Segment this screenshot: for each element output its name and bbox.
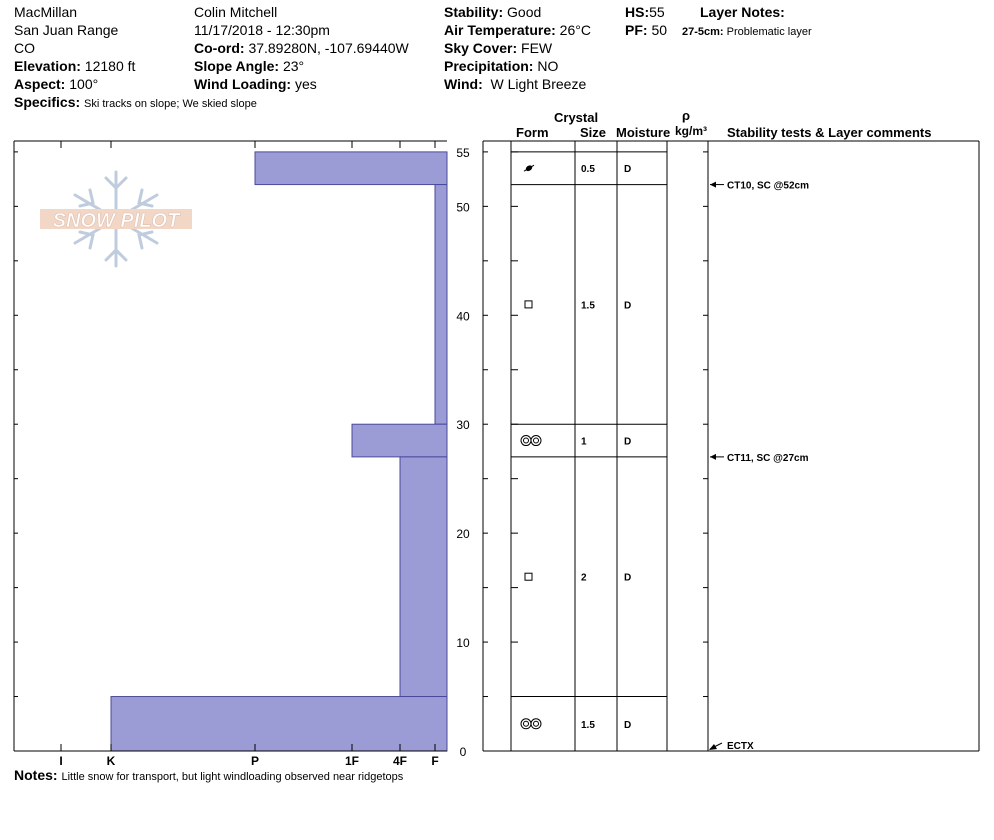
rounded-icon-inner bbox=[524, 438, 529, 443]
air-temp-label: Air Temperature: bbox=[444, 22, 556, 38]
pf-value: 50 bbox=[651, 22, 668, 38]
location: MacMillan bbox=[14, 4, 78, 20]
specifics-value: Ski tracks on slope; We skied slope bbox=[84, 98, 257, 110]
height-tick-label: 40 bbox=[456, 309, 470, 324]
layer-moisture: D bbox=[624, 572, 632, 584]
sky-label: Sky Cover: bbox=[444, 40, 518, 56]
height-tick-label: 30 bbox=[456, 418, 470, 433]
stability-test bbox=[710, 453, 809, 464]
stability-test-label: CT10, SC @52cm bbox=[727, 180, 810, 192]
snowpilot-logo bbox=[40, 172, 192, 266]
stability-header: Stability tests & Layer comments bbox=[727, 125, 932, 140]
layer-note-text: Problematic layer bbox=[726, 26, 812, 38]
pf-label: PF: bbox=[625, 22, 648, 38]
logo-text: SNOW PILOT bbox=[52, 210, 180, 232]
aspect-label: Aspect: bbox=[14, 76, 66, 92]
specifics-label: Specifics: bbox=[14, 94, 81, 110]
wind-label: Wind: bbox=[444, 76, 483, 92]
rounded-icon-inner bbox=[534, 721, 539, 726]
notes-label: Notes: bbox=[14, 767, 58, 783]
datetime: 11/17/2018 - 12:30pm bbox=[194, 22, 330, 38]
layer-size: 1.5 bbox=[581, 300, 595, 312]
elevation-label: Elevation: bbox=[14, 58, 81, 74]
stability-value: Good bbox=[507, 4, 542, 20]
coord-value: 37.89280N, -107.69440W bbox=[248, 40, 409, 56]
layer-size: 1.5 bbox=[581, 719, 595, 731]
precip-value: NO bbox=[537, 58, 559, 74]
layer-moisture: D bbox=[624, 300, 632, 312]
hardness-bar bbox=[352, 424, 447, 457]
rounded-icon-outer bbox=[521, 436, 531, 446]
form-header: Form bbox=[516, 125, 549, 140]
rounded-icon-inner bbox=[534, 438, 539, 443]
range: San Juan Range bbox=[14, 22, 119, 38]
hs-value: 55 bbox=[649, 4, 665, 20]
height-tick-label: 0 bbox=[459, 745, 467, 759]
sky-value: FEW bbox=[521, 40, 553, 56]
stability-test-label: CT11, SC @27cm bbox=[727, 452, 809, 464]
rounded-icon bbox=[521, 436, 541, 446]
size-header: Size bbox=[580, 125, 607, 140]
stability-test bbox=[709, 741, 754, 752]
hardness-tick-label: F bbox=[431, 754, 439, 768]
faceted-icon bbox=[525, 573, 532, 580]
wind-loading-value: yes bbox=[294, 76, 317, 92]
height-tick-label: 50 bbox=[456, 200, 470, 215]
coord-label: Co-ord: bbox=[194, 40, 245, 56]
layer-size: 2 bbox=[581, 572, 587, 584]
observer: Colin Mitchell bbox=[194, 4, 278, 20]
crystal-header: Crystal bbox=[554, 110, 599, 125]
layer-size: 0.5 bbox=[581, 164, 595, 176]
wind-loading-label: Wind Loading: bbox=[194, 76, 292, 92]
density-rho: ρ bbox=[682, 108, 691, 123]
wind-value: W Light Breeze bbox=[490, 76, 587, 92]
rounded-icon-outer bbox=[531, 436, 541, 446]
rounded-icon-outer bbox=[521, 719, 531, 729]
stability-test-arrow-head bbox=[710, 182, 716, 188]
layer-note-range: 27-5cm: bbox=[682, 26, 724, 38]
air-temp-value: 26°C bbox=[559, 22, 591, 38]
hardness-bar bbox=[400, 457, 447, 697]
precip-label: Precipitation: bbox=[444, 58, 534, 74]
rounded-icon-inner bbox=[524, 721, 529, 726]
stability-label: Stability: bbox=[444, 4, 504, 20]
hardness-tick-label: 4F bbox=[392, 754, 408, 768]
hardness-tick-label: I bbox=[59, 754, 63, 768]
rounded-icon-outer bbox=[531, 719, 541, 729]
layer-moisture: D bbox=[624, 436, 632, 448]
stability-test-arrow-head bbox=[710, 454, 716, 460]
height-tick-label: 55 bbox=[456, 145, 470, 160]
moisture-header: Moisture bbox=[616, 125, 671, 140]
stability-test-arrow-head bbox=[709, 744, 717, 750]
height-tick-label: 10 bbox=[456, 636, 470, 651]
hardness-tick-label: P bbox=[250, 754, 260, 768]
hs-label: HS: bbox=[625, 4, 650, 20]
layer-moisture: D bbox=[624, 719, 632, 731]
layer-notes-label: Layer Notes: bbox=[700, 4, 785, 20]
height-tick-label: 20 bbox=[456, 527, 470, 542]
hardness-tick-label: K bbox=[106, 754, 116, 768]
hardness-bar bbox=[435, 185, 447, 425]
slope-value: 23° bbox=[282, 58, 305, 74]
layer-moisture: D bbox=[624, 164, 632, 176]
surface-hoar-icon bbox=[524, 164, 534, 172]
notes-value: Little snow for transport, but light windloading observed near ridgetops bbox=[61, 771, 404, 783]
elevation-value: 12180 ft bbox=[84, 58, 136, 74]
hardness-bar bbox=[111, 697, 447, 751]
density-unit: kg/m³ bbox=[675, 124, 708, 138]
aspect-value: 100° bbox=[69, 76, 99, 92]
hardness-bar bbox=[255, 152, 447, 185]
stability-test bbox=[710, 181, 809, 192]
faceted-icon bbox=[525, 301, 532, 308]
stability-test-label: ECTX bbox=[727, 741, 754, 752]
layer-size: 1 bbox=[581, 436, 587, 448]
rounded-icon bbox=[521, 719, 541, 729]
slope-label: Slope Angle: bbox=[194, 58, 280, 74]
hardness-tick-label: 1F bbox=[344, 754, 360, 768]
state: CO bbox=[14, 40, 35, 56]
